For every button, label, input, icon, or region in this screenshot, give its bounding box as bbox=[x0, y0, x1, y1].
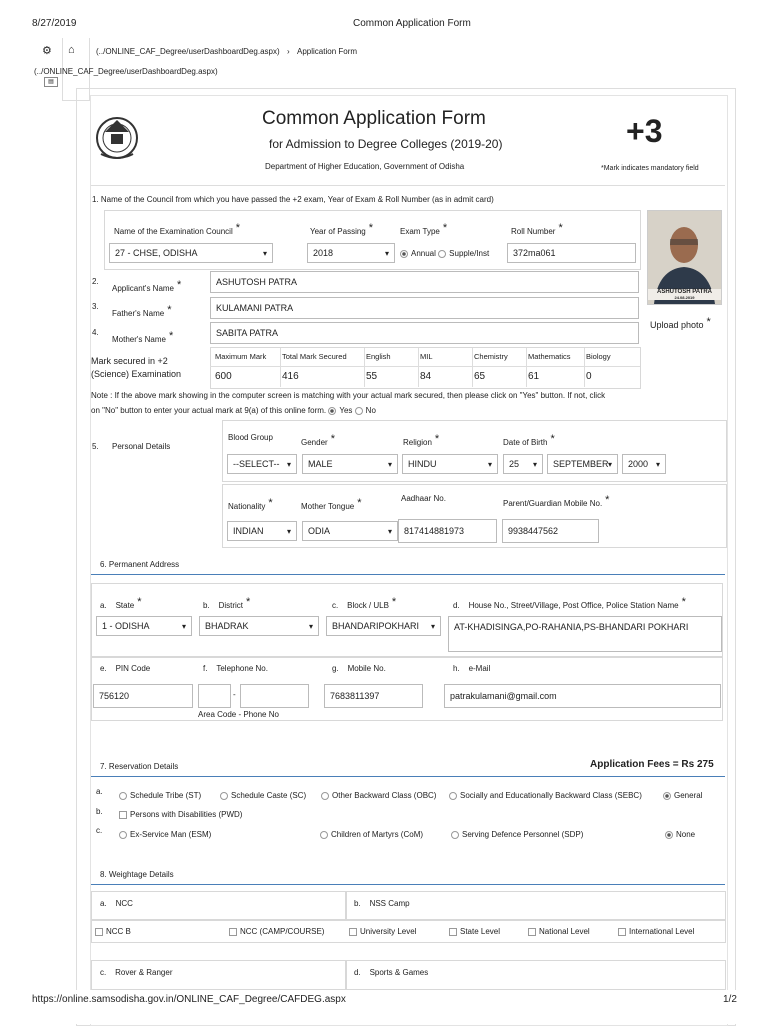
marks-header: Mathematics bbox=[528, 352, 571, 361]
marks-label-line2: (Science) Examination bbox=[91, 369, 182, 379]
dob-year-select[interactable] bbox=[622, 454, 666, 474]
marks-label-line1: Mark secured in +2 bbox=[91, 356, 168, 366]
esm-radio[interactable] bbox=[119, 831, 127, 839]
mother-tongue-select[interactable] bbox=[302, 521, 398, 541]
note-line2: on "No" button to enter your actual mark at 9(a) of this online form. Yes No bbox=[91, 406, 376, 415]
council-value: 27 - CHSE, ODISHA bbox=[115, 248, 198, 258]
mother-name-value: SABITA PATRA bbox=[216, 328, 279, 338]
com-option[interactable]: Children of Martyrs (CoM) bbox=[320, 830, 423, 839]
upload-photo-label[interactable]: Upload photo * bbox=[650, 316, 711, 330]
marks-value: 84 bbox=[420, 371, 432, 382]
weightage-title: 8. Weightage Details bbox=[100, 870, 174, 879]
no-radio[interactable] bbox=[355, 407, 363, 415]
father-name-label: Father's Name * bbox=[112, 304, 172, 318]
form-subtitle: for Admission to Degree Colleges (2019-20) bbox=[269, 137, 503, 151]
supple-label: Supple/Inst bbox=[449, 249, 490, 258]
marks-value: 55 bbox=[366, 371, 378, 382]
year-header: Year of Passing * bbox=[310, 222, 374, 236]
note-line1: Note : If the above mark showing in the computer screen is matching with your actual mark secured, then please click on "Yes" button. If not, click bbox=[91, 391, 606, 400]
exam-type-header: Exam Type * bbox=[400, 222, 448, 236]
marks-column-divider bbox=[526, 348, 527, 387]
gender-header: Gender * bbox=[301, 433, 335, 447]
house-textarea[interactable] bbox=[448, 616, 722, 652]
permanent-address-title: 6. Permanent Address bbox=[100, 560, 180, 569]
mother-tongue-value: ODIA bbox=[308, 526, 331, 536]
state-header: a. State * bbox=[100, 596, 142, 610]
marks-value: 600 bbox=[215, 371, 232, 382]
dashboard-icon[interactable]: ⚙ bbox=[42, 45, 52, 57]
marks-value: 65 bbox=[474, 371, 486, 382]
marks-column-divider bbox=[280, 348, 281, 387]
mother-tongue-header: Mother Tongue * bbox=[301, 497, 362, 511]
area-code-input[interactable] bbox=[198, 684, 231, 708]
sports-header: d. Sports & Games bbox=[354, 968, 429, 977]
com-radio[interactable] bbox=[320, 831, 328, 839]
guardian-mobile-input[interactable] bbox=[502, 519, 599, 543]
dob-month-select[interactable] bbox=[547, 454, 618, 474]
res-a: a. bbox=[96, 787, 103, 796]
section-divider bbox=[91, 884, 725, 885]
religion-value: HINDU bbox=[408, 459, 437, 469]
block-header: c. Block / ULB * bbox=[332, 596, 397, 610]
state-value: 1 - ODISHA bbox=[102, 621, 150, 631]
rover-header: c. Rover & Ranger bbox=[100, 968, 173, 977]
international-level-checkbox[interactable] bbox=[618, 928, 626, 936]
house-value: AT-KHADISINGA,PO-RAHANIA,PS-BHANDARI POKHARI bbox=[454, 622, 689, 632]
pin-header: e. PIN Code bbox=[100, 664, 151, 673]
mandatory-note: *Mark indicates mandatory field bbox=[601, 165, 699, 172]
marks-column-divider bbox=[364, 348, 365, 387]
applicant-name-value: ASHUTOSH PATRA bbox=[216, 277, 298, 287]
nationality-header: Nationality * bbox=[228, 497, 273, 511]
obc-option[interactable]: Other Backward Class (OBC) bbox=[321, 791, 436, 800]
form-title: Common Application Form bbox=[262, 108, 486, 129]
email-input[interactable] bbox=[444, 684, 721, 708]
print-date: 8/27/2019 bbox=[32, 18, 77, 29]
international-level-option[interactable]: International Level bbox=[618, 927, 694, 936]
marks-header: English bbox=[366, 352, 391, 361]
q1-label: 1. Name of the Council from which you have passed the +2 exam, Year of Exam & Roll Number (as in admit card) bbox=[92, 195, 494, 204]
none-radio[interactable] bbox=[665, 831, 673, 839]
applicant-name-input[interactable] bbox=[210, 271, 639, 293]
personal-details-label: Personal Details bbox=[112, 442, 171, 451]
year-value: 2018 bbox=[313, 248, 334, 258]
breadcrumb-link[interactable]: (../ONLINE_CAF_Degree/userDashboardDeg.aspx) bbox=[96, 47, 280, 56]
gender-select[interactable] bbox=[302, 454, 398, 474]
university-level-option[interactable]: University Level bbox=[349, 927, 416, 936]
print-url: https://online.samsodisha.gov.in/ONLINE_CAF_Degree/CAFDEG.aspx bbox=[32, 994, 346, 1005]
breadcrumb-link-2[interactable]: (../ONLINE_CAF_Degree/userDashboardDeg.aspx) bbox=[34, 67, 218, 76]
aadhaar-value: 817414881973 bbox=[404, 526, 465, 536]
nationality-value: INDIAN bbox=[233, 526, 264, 536]
religion-header: Religion * bbox=[403, 433, 440, 447]
none-option[interactable]: None bbox=[665, 830, 695, 839]
stream-label: +3 bbox=[626, 113, 663, 149]
state-level-checkbox[interactable] bbox=[449, 928, 457, 936]
general-option[interactable]: General bbox=[663, 791, 702, 800]
council-select[interactable] bbox=[109, 243, 273, 263]
email-value: patrakulamani@gmail.com bbox=[450, 691, 557, 701]
st-radio[interactable] bbox=[119, 792, 127, 800]
print-title: Common Application Form bbox=[353, 18, 471, 29]
pwd-option[interactable]: Persons with Disabilities (PWD) bbox=[119, 810, 242, 819]
photo-caption: ASHUTOSH PATRA 24.08.2019 bbox=[648, 289, 721, 300]
ncc-b-checkbox[interactable] bbox=[95, 928, 103, 936]
sc-radio[interactable] bbox=[220, 792, 228, 800]
mother-name-label: Mother's Name * bbox=[112, 330, 174, 344]
image-icon: ▤ bbox=[44, 77, 58, 87]
dob-month-value: SEPTEMBER bbox=[553, 459, 609, 469]
ncc-b-option[interactable]: NCC B bbox=[95, 927, 131, 936]
father-name-value: KULAMANI PATRA bbox=[216, 303, 294, 313]
phone-input[interactable] bbox=[240, 684, 309, 708]
sebc-option[interactable]: Socially and Educationally Backward Class (SEBC) bbox=[449, 791, 642, 800]
marks-header: MIL bbox=[420, 352, 433, 361]
dob-day-value: 25 bbox=[509, 459, 520, 469]
aadhaar-header: Aadhaar No. bbox=[401, 494, 446, 503]
marks-value: 416 bbox=[282, 371, 299, 382]
general-radio[interactable] bbox=[663, 792, 671, 800]
national-level-option[interactable]: National Level bbox=[528, 927, 590, 936]
annual-label: Annual bbox=[411, 249, 436, 258]
department-name: Department of Higher Education, Government of Odisha bbox=[265, 162, 465, 171]
pwd-checkbox[interactable] bbox=[119, 811, 127, 819]
marks-value: 61 bbox=[528, 371, 540, 382]
roll-header: Roll Number * bbox=[511, 222, 563, 236]
religion-select[interactable] bbox=[402, 454, 498, 474]
blood-group-header: Blood Group bbox=[228, 433, 273, 442]
email-header: h. e-Mail bbox=[453, 664, 491, 673]
marks-column-divider bbox=[472, 348, 473, 387]
q3-num: 3. bbox=[92, 302, 99, 311]
ncc-camp-checkbox[interactable] bbox=[229, 928, 237, 936]
dob-year-value: 2000 bbox=[628, 459, 649, 469]
st-option[interactable]: Schedule Tribe (ST) bbox=[119, 791, 201, 800]
blood-group-select[interactable] bbox=[227, 454, 297, 474]
nss-header: b. NSS Camp bbox=[354, 899, 410, 908]
divider bbox=[91, 185, 725, 186]
marks-column-divider bbox=[418, 348, 419, 387]
application-fees: Application Fees = Rs 275 bbox=[590, 759, 714, 770]
breadcrumb-current: Application Form bbox=[297, 47, 358, 56]
res-b: b. bbox=[96, 807, 103, 816]
dob-day-select[interactable] bbox=[503, 454, 543, 474]
aadhaar-input[interactable] bbox=[398, 519, 497, 543]
esm-option[interactable]: Ex-Service Man (ESM) bbox=[119, 830, 211, 839]
sdp-option[interactable]: Serving Defence Personnel (SDP) bbox=[451, 830, 583, 839]
gender-value: MALE bbox=[308, 459, 333, 469]
house-header: d. House No., Street/Village, Post Office, Police Station Name * bbox=[453, 596, 686, 610]
breadcrumb-separator: › bbox=[287, 47, 290, 56]
council-header: Name of the Examination Council * bbox=[114, 222, 241, 236]
district-value: BHADRAK bbox=[205, 621, 249, 631]
father-name-input[interactable] bbox=[210, 297, 639, 319]
ncc-camp-option[interactable]: NCC (CAMP/COURSE) bbox=[229, 927, 324, 936]
roll-input[interactable] bbox=[507, 243, 636, 263]
mobile-value: 7683811397 bbox=[330, 691, 380, 701]
res-c: c. bbox=[96, 826, 103, 835]
q4-num: 4. bbox=[92, 328, 99, 337]
mother-name-input[interactable] bbox=[210, 322, 639, 344]
mobile-input[interactable] bbox=[324, 684, 423, 708]
pin-value: 756120 bbox=[99, 691, 130, 701]
sdp-radio[interactable] bbox=[451, 831, 459, 839]
phone-dash: - bbox=[233, 690, 236, 699]
state-select[interactable] bbox=[96, 616, 192, 636]
marks-header: Total Mark Secured bbox=[282, 352, 347, 361]
district-header: b. District * bbox=[203, 596, 251, 610]
state-level-option[interactable]: State Level bbox=[449, 927, 500, 936]
odisha-emblem-logo bbox=[93, 110, 141, 166]
q5-num: 5. bbox=[92, 442, 99, 451]
university-level-checkbox[interactable] bbox=[349, 928, 357, 936]
block-select[interactable] bbox=[326, 616, 441, 636]
district-select[interactable] bbox=[199, 616, 319, 636]
ncc-header: a. NCC bbox=[100, 899, 133, 908]
obc-radio[interactable] bbox=[321, 792, 329, 800]
mobile-header: g. Mobile No. bbox=[332, 664, 386, 673]
yes-label: Yes bbox=[339, 406, 353, 415]
print-page: 1/2 bbox=[723, 994, 737, 1005]
supple-radio[interactable] bbox=[438, 250, 446, 258]
yes-radio[interactable] bbox=[328, 407, 336, 415]
annual-radio[interactable] bbox=[400, 250, 408, 258]
area-code-hint: Area Code - Phone No bbox=[198, 710, 279, 719]
exam-type-radios bbox=[400, 249, 489, 258]
home-icon[interactable]: ⌂ bbox=[68, 44, 75, 56]
section-divider bbox=[91, 574, 725, 575]
marks-value: 0 bbox=[586, 371, 592, 382]
applicant-photo bbox=[647, 210, 722, 305]
guardian-mobile-value: 9938447562 bbox=[508, 526, 559, 536]
year-select[interactable] bbox=[307, 243, 395, 263]
sebc-radio[interactable] bbox=[449, 792, 457, 800]
q2-num: 2. bbox=[92, 277, 99, 286]
no-label: No bbox=[365, 406, 376, 415]
blood-group-value: --SELECT-- bbox=[233, 459, 280, 469]
national-level-checkbox[interactable] bbox=[528, 928, 536, 936]
marks-column-divider bbox=[584, 348, 585, 387]
dob-header: Date of Birth * bbox=[503, 433, 555, 447]
marks-header: Maximum Mark bbox=[215, 352, 267, 361]
guardian-mobile-header: Parent/Guardian Mobile No. * bbox=[503, 494, 610, 508]
marks-header: Biology bbox=[586, 352, 611, 361]
applicant-name-label: Applicant's Name * bbox=[112, 279, 182, 293]
sc-option[interactable]: Schedule Caste (SC) bbox=[220, 791, 306, 800]
marks-header: Chemistry bbox=[474, 352, 508, 361]
nationality-select[interactable] bbox=[227, 521, 297, 541]
reservation-title: 7. Reservation Details bbox=[100, 762, 179, 771]
pin-input[interactable] bbox=[93, 684, 193, 708]
telephone-header: f. Telephone No. bbox=[203, 664, 268, 673]
marks-row-divider bbox=[210, 366, 640, 367]
roll-value: 372ma061 bbox=[513, 248, 556, 258]
block-value: BHANDARIPOKHARI bbox=[332, 621, 420, 631]
section-divider bbox=[91, 776, 725, 777]
